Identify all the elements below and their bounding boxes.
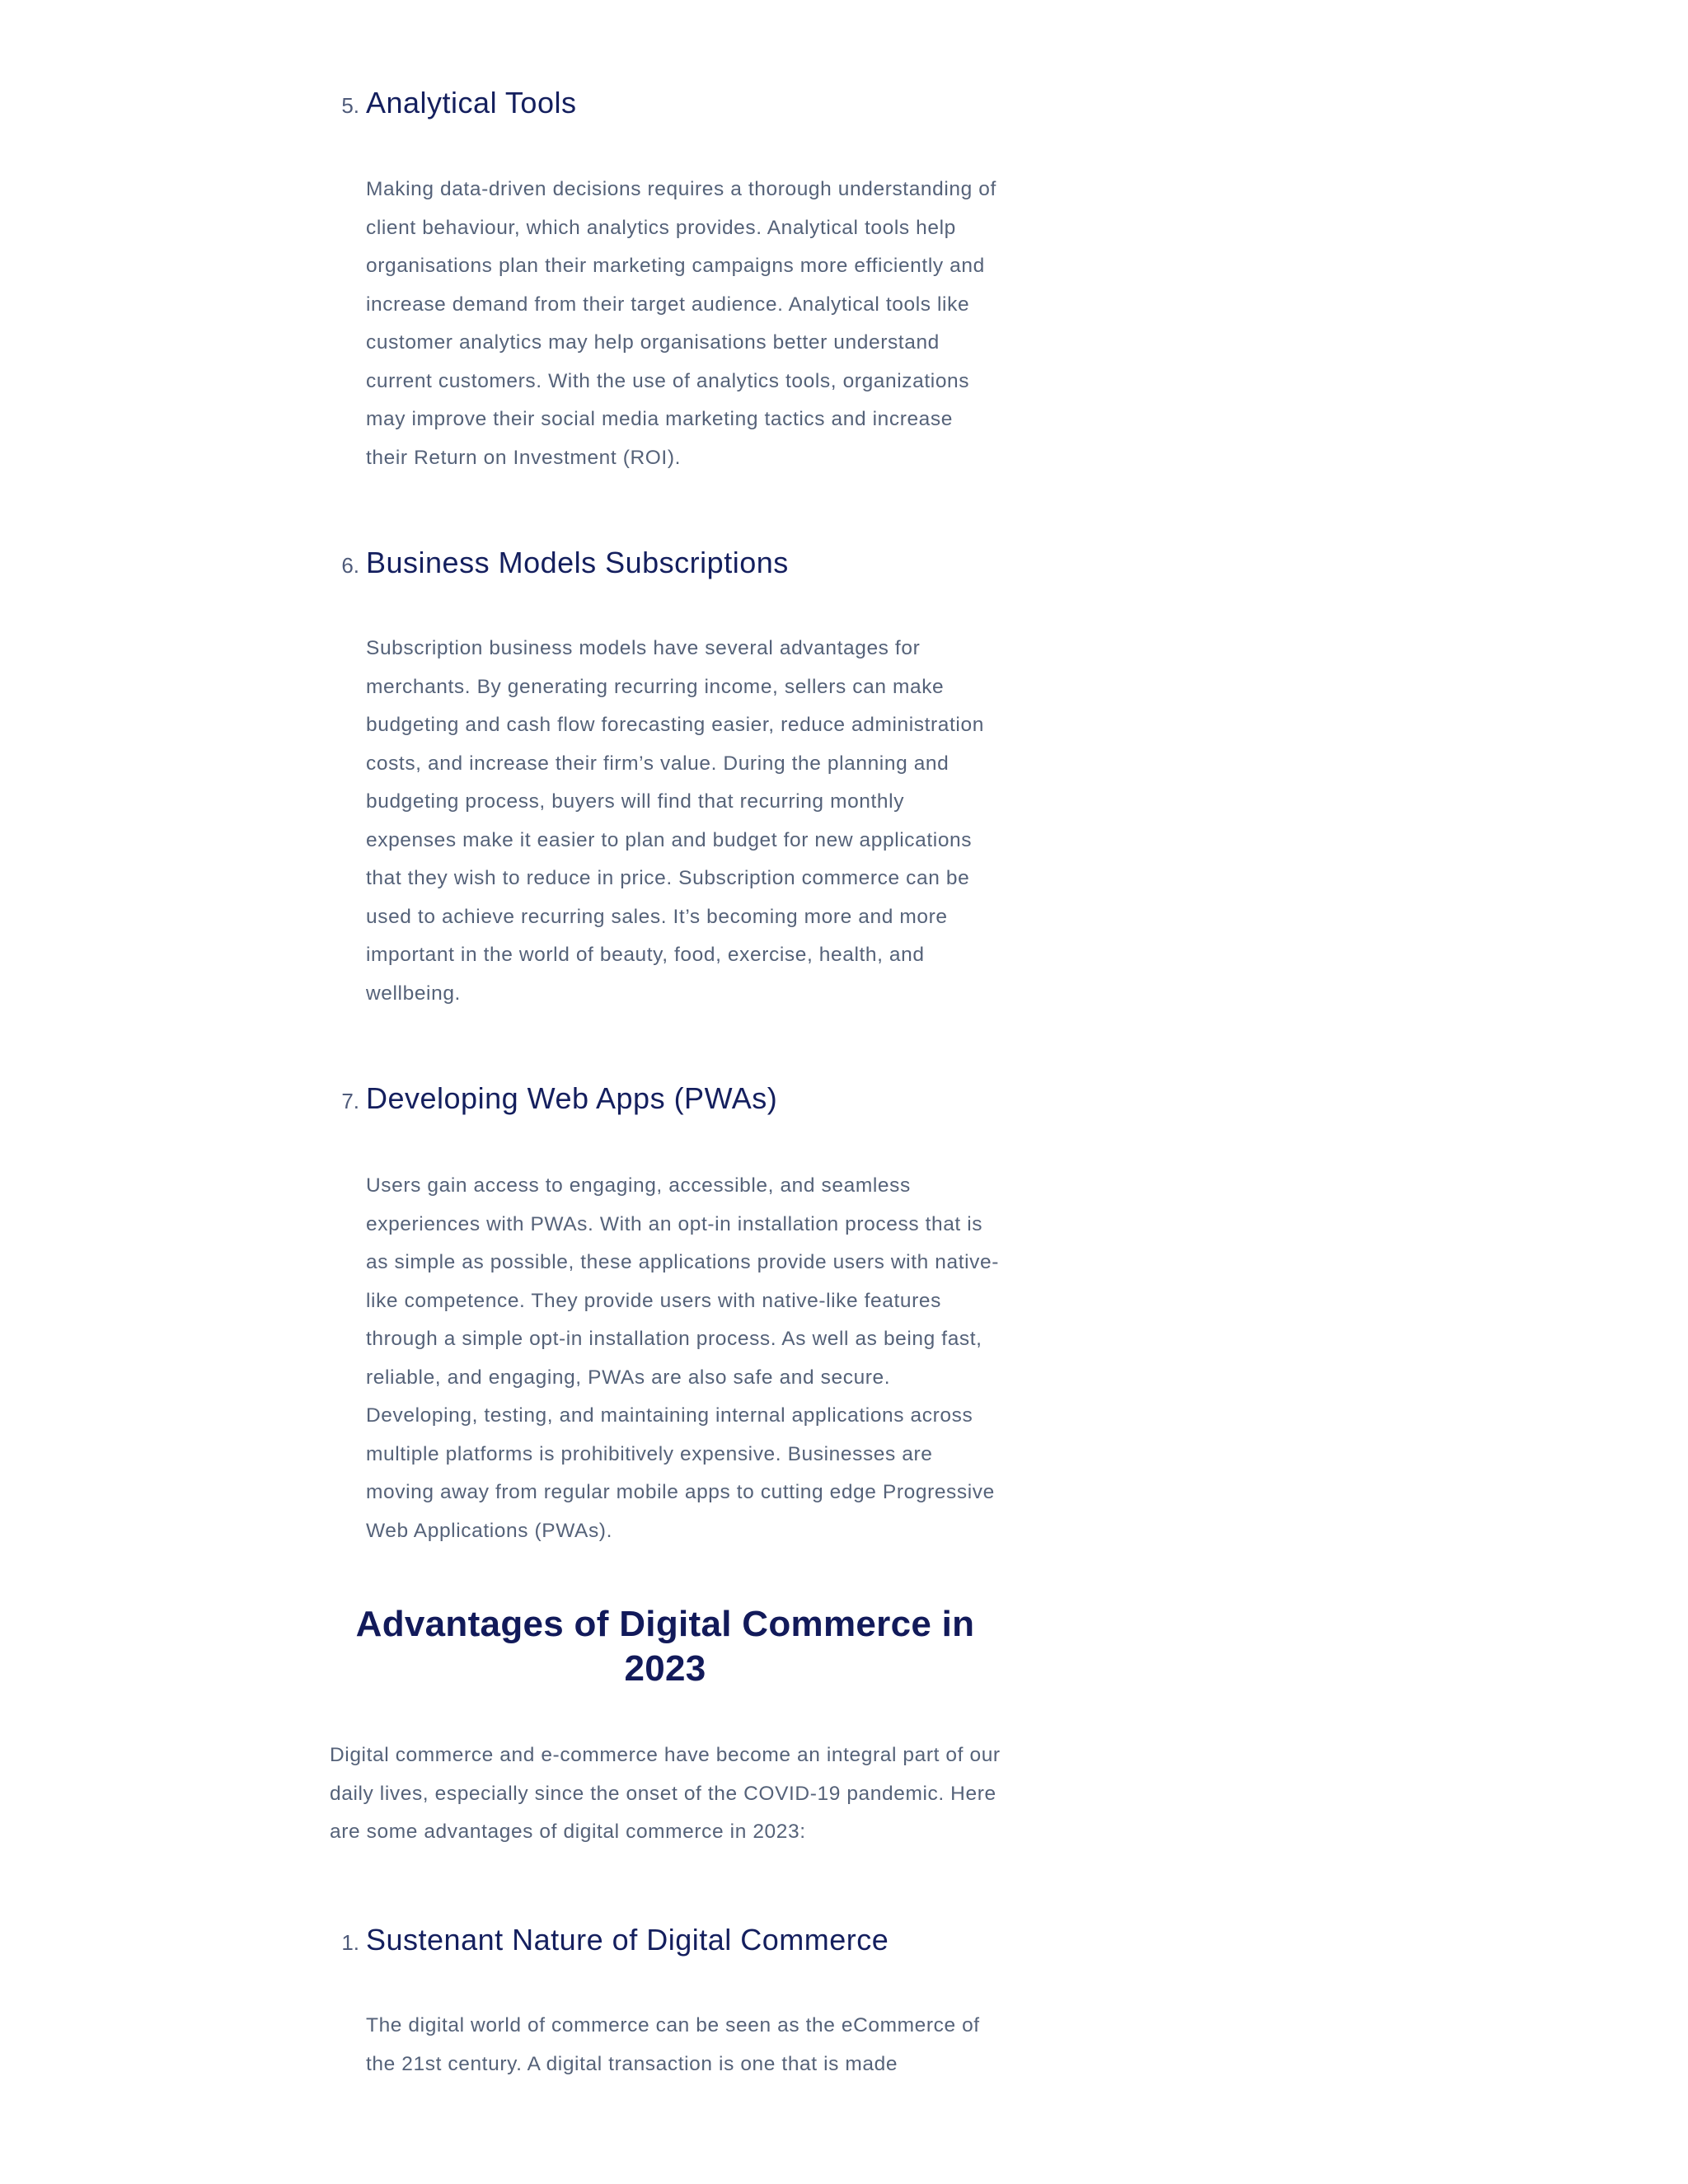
- list-item-heading: [330, 1923, 1001, 1957]
- item-paragraph: Making data-driven decisions requires a thorough understanding of client behaviour, which analytics provides. Analytical tools help organisations plan their marketing campaigns more efficiently and increase demand from their target audience. Analytical tools like customer analytics may help organisations better understand current customers. With the use of analytics tools, organizations may improve their social media marketing tactics and increase their Return on Investment (ROI).: [366, 178, 996, 469]
- list-item-heading: [330, 86, 1001, 120]
- item-title: Sustenant Nature of Digital Commerce: [366, 1923, 889, 1957]
- list-number: 6.: [341, 553, 359, 578]
- list-number: 7.: [341, 1089, 359, 1113]
- item-paragraph: Users gain access to engaging, accessible, and seamless experiences with PWAs. With an opt-in installation process that is as simple as possible, these applications provide users with native-like competence. They provide users with native-like features through a simple opt-in installation process. As well as being fast, reliable, and engaging, PWAs are also safe and secure. Developing, testing, and maintaining internal applications across multiple platforms is prohibitively expensive. Businesses are moving away from regular mobile apps to cutting edge Progressive Web Applications (PWAs).: [366, 1174, 999, 1542]
- article-content: [307, 0, 1032, 2184]
- item-paragraph: The digital world of commerce can be seen as the eCommerce of the 21st century. A digital transaction is one that is made: [366, 2014, 980, 2075]
- section-intro: Digital commerce and e-commerce have become an integral part of our daily lives, especially since the onset of the COVID-19 pandemic. Here are some advantages of digital commerce in 2023:: [330, 1744, 1001, 1843]
- item-title: Developing Web Apps (PWAs): [366, 1081, 778, 1115]
- item-title: Business Models Subscriptions: [366, 546, 789, 579]
- item-title: Analytical Tools: [366, 86, 577, 120]
- list-number: 5.: [341, 93, 359, 118]
- item-paragraph: Subscription business models have several advantages for merchants. By generating recurring income, sellers can make budgeting and cash flow forecasting easier, reduce administration costs, and increase their firm’s value. During the planning and budgeting process, buyers will find that recurring monthly expenses make it easier to plan and budget for new applications that they wish to reduce in price. Subscription commerce can be used to achieve recurring sales. It’s becoming more and more important in the world of beauty, food, exercise, health, and wellbeing.: [366, 637, 984, 1005]
- list-item-heading: [330, 546, 1001, 580]
- list-number: 1.: [341, 1930, 359, 1955]
- section-title: Advantages of Digital Commerce in 2023: [355, 1604, 975, 1689]
- list-item-heading: [330, 1081, 1001, 1116]
